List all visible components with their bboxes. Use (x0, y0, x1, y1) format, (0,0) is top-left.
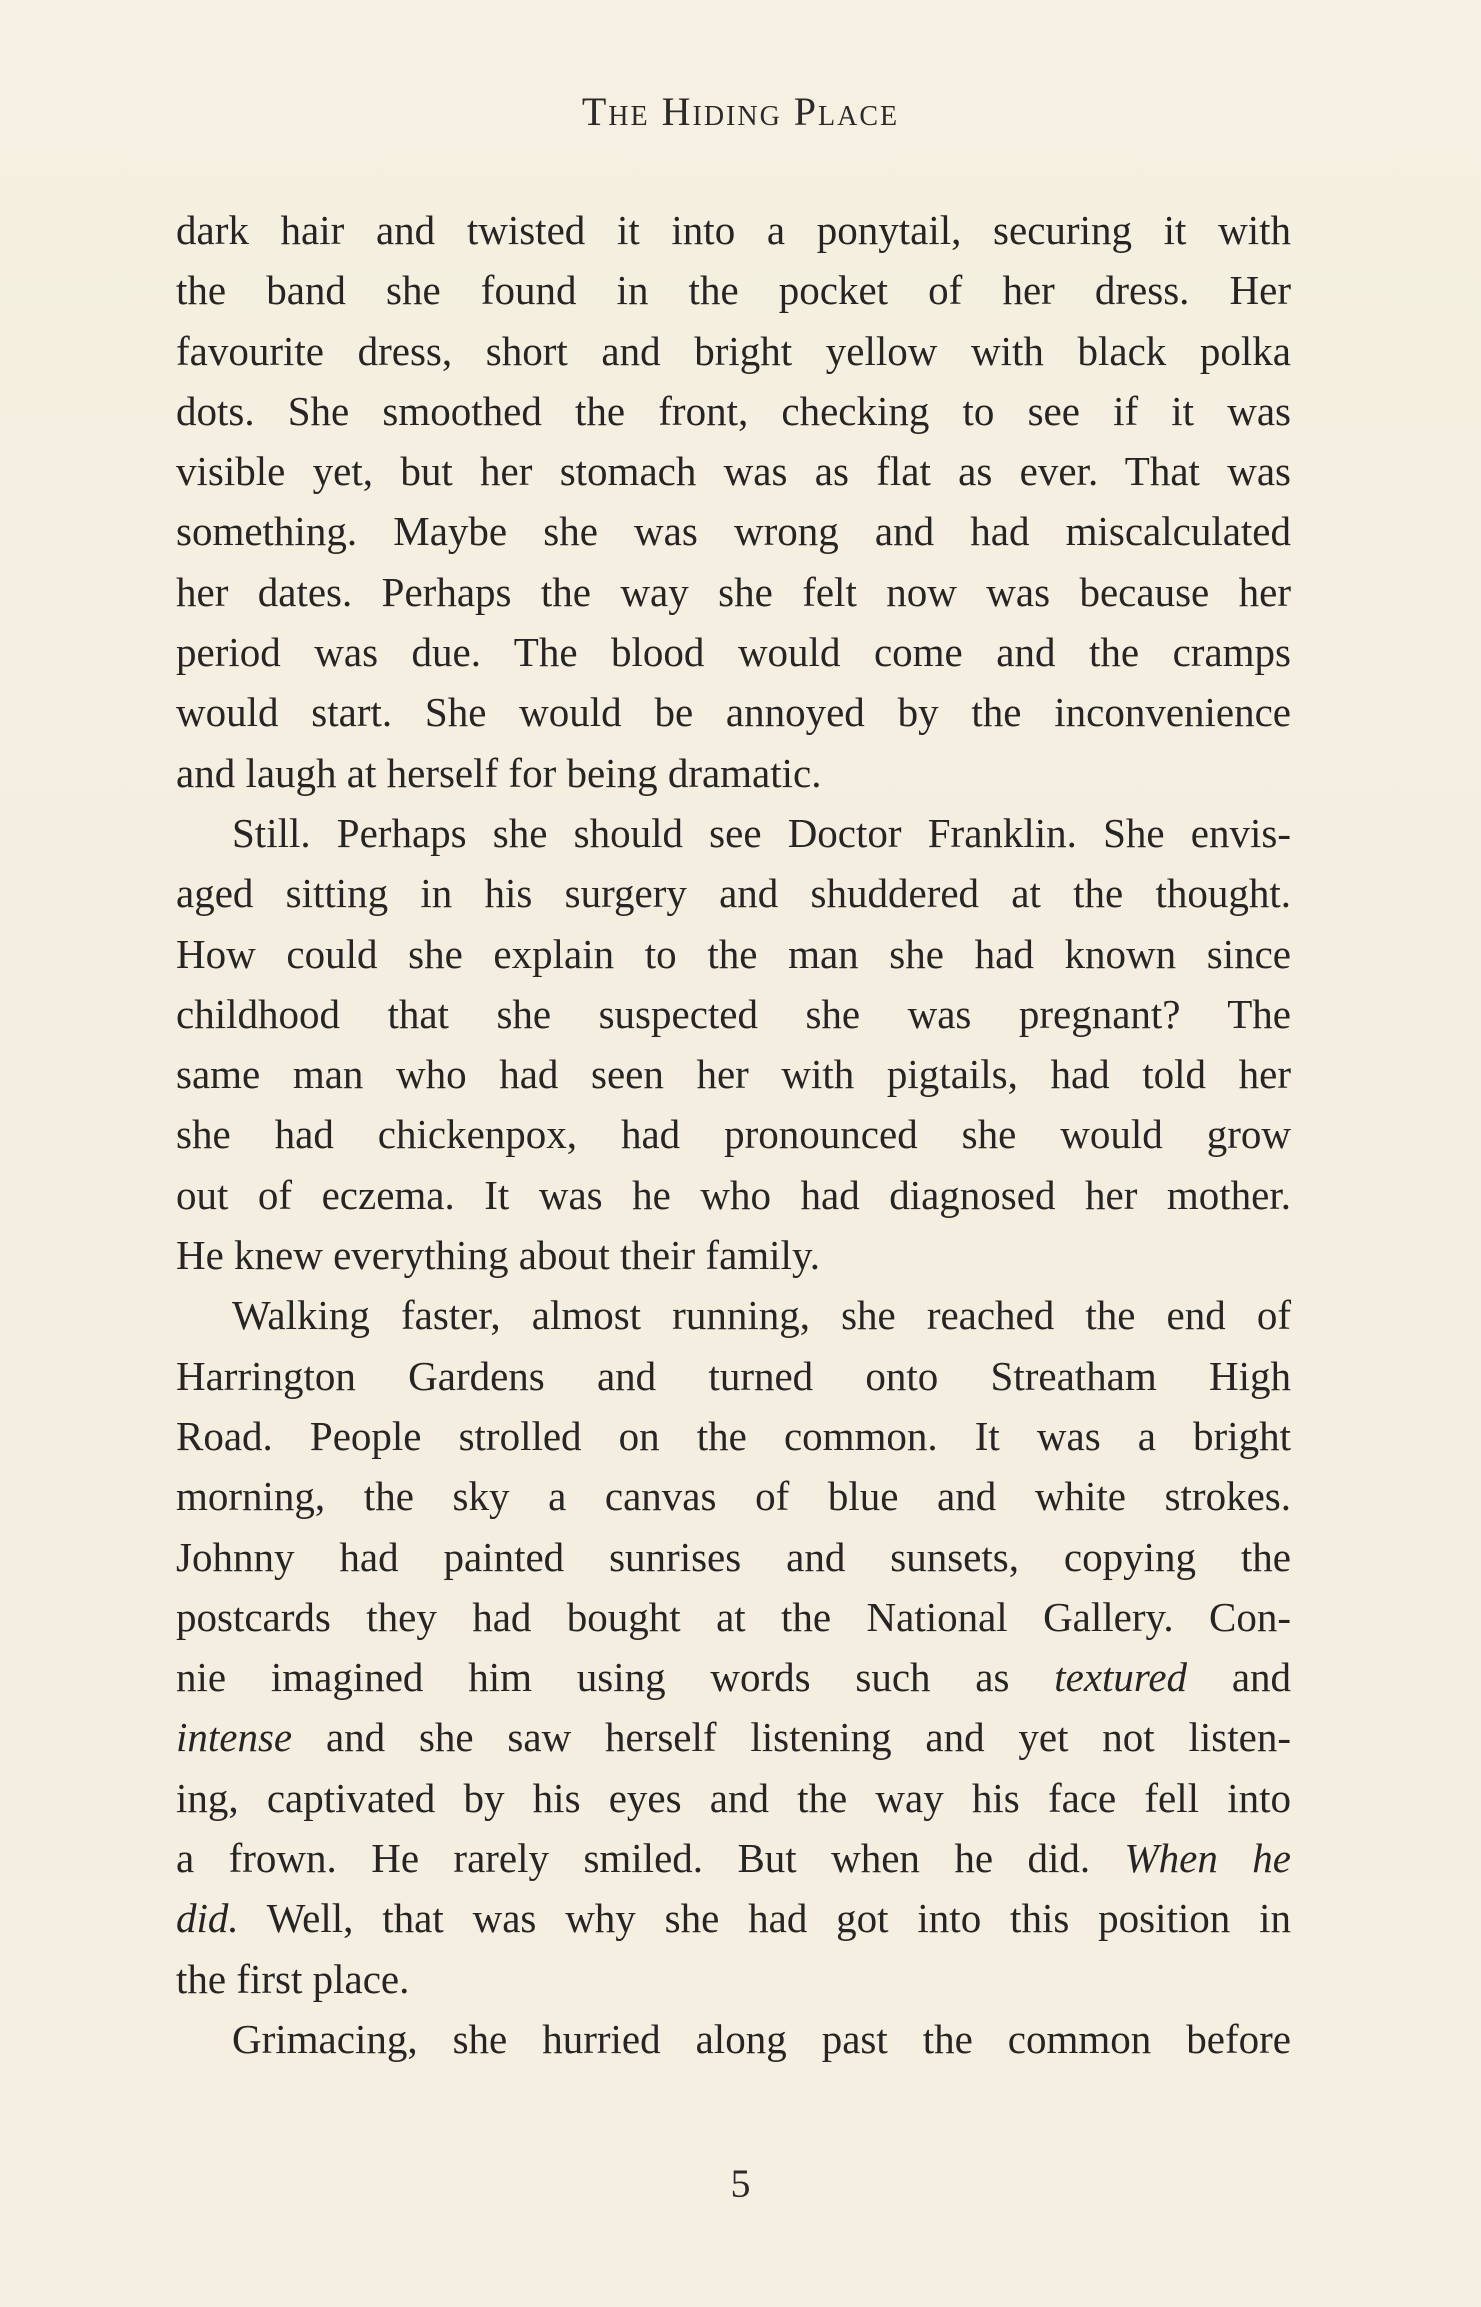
text-line: favourite dress, short and bright yellow with black polka (176, 327, 1291, 374)
text-run: and (1231, 1654, 1292, 1701)
text-line: Still. Perhaps she should see Doctor Franklin. She envis- (232, 809, 1291, 856)
text-line: dots. She smoothed the front, checking to see if it was (176, 387, 1291, 434)
text-run: a frown. He rarely smiled. But when he did. (176, 1835, 1091, 1882)
text-line: ing, captivated by his eyes and the way his face fell into (176, 1774, 1291, 1821)
text-line: her dates. Perhaps the way she felt now was because her (176, 568, 1291, 615)
text-line: the band she found in the pocket of her dress. Her (176, 267, 1291, 314)
italic-run: intense (176, 1714, 293, 1761)
text-line: Walking faster, almost running, she reached the end of (232, 1292, 1291, 1339)
page-number: 5 (730, 2161, 751, 2206)
text-line: and laugh at herself for being dramatic. (176, 749, 822, 796)
text-line: aged sitting in his surgery and shuddered at the thought. (176, 870, 1291, 917)
text-line: out of eczema. It was he who had diagnosed her mother. (176, 1171, 1291, 1218)
text-line: He knew everything about their family. (176, 1232, 821, 1279)
text-line: Johnny had painted sunrises and sunsets, copying the (176, 1533, 1291, 1580)
body-text (176, 200, 1291, 2069)
text-line: visible yet, but her stomach was as flat as ever. That was (176, 448, 1291, 495)
text-line: she had chickenpox, had pronounced she would grow (176, 1111, 1291, 1158)
text-line: Road. People strolled on the common. It was a bright (176, 1412, 1291, 1459)
italic-run: When he (1124, 1835, 1291, 1882)
text-line: morning, the sky a canvas of blue and white strokes. (176, 1473, 1291, 1520)
running-head: The Hiding Place (581, 89, 900, 134)
text-run: and she saw herself listening and yet not listen- (325, 1714, 1291, 1761)
text-run: nie imagined him using words such as (176, 1654, 1010, 1701)
text-line: Grimacing, she hurried along past the common before (232, 2015, 1291, 2062)
text-line: dark hair and twisted it into a ponytail, securing it with (176, 207, 1291, 253)
text-line: childhood that she suspected she was pregnant? The (176, 990, 1291, 1037)
text-run: Well, that was why she had got into this position in (266, 1895, 1291, 1942)
text-line (176, 1647, 1291, 1707)
text-line: period was due. The blood would come and the cramps (176, 629, 1291, 676)
text-line: the first place. (176, 1955, 410, 2002)
text-line (176, 1888, 1291, 1948)
italic-run: did. (176, 1895, 239, 1942)
text-line: would start. She would be annoyed by the inconvenience (176, 689, 1291, 736)
text-line: How could she explain to the man she had known since (176, 930, 1291, 977)
text-line (176, 1828, 1291, 1888)
text-line: same man who had seen her with pigtails, had told her (176, 1051, 1291, 1098)
text-line: Harrington Gardens and turned onto Streatham High (176, 1352, 1291, 1399)
italic-run: textured (1054, 1654, 1188, 1701)
text-line: something. Maybe she was wrong and had miscalculated (176, 508, 1291, 555)
text-line: postcards they had bought at the National Gallery. Con- (176, 1593, 1291, 1640)
text-line (176, 1707, 1291, 1767)
